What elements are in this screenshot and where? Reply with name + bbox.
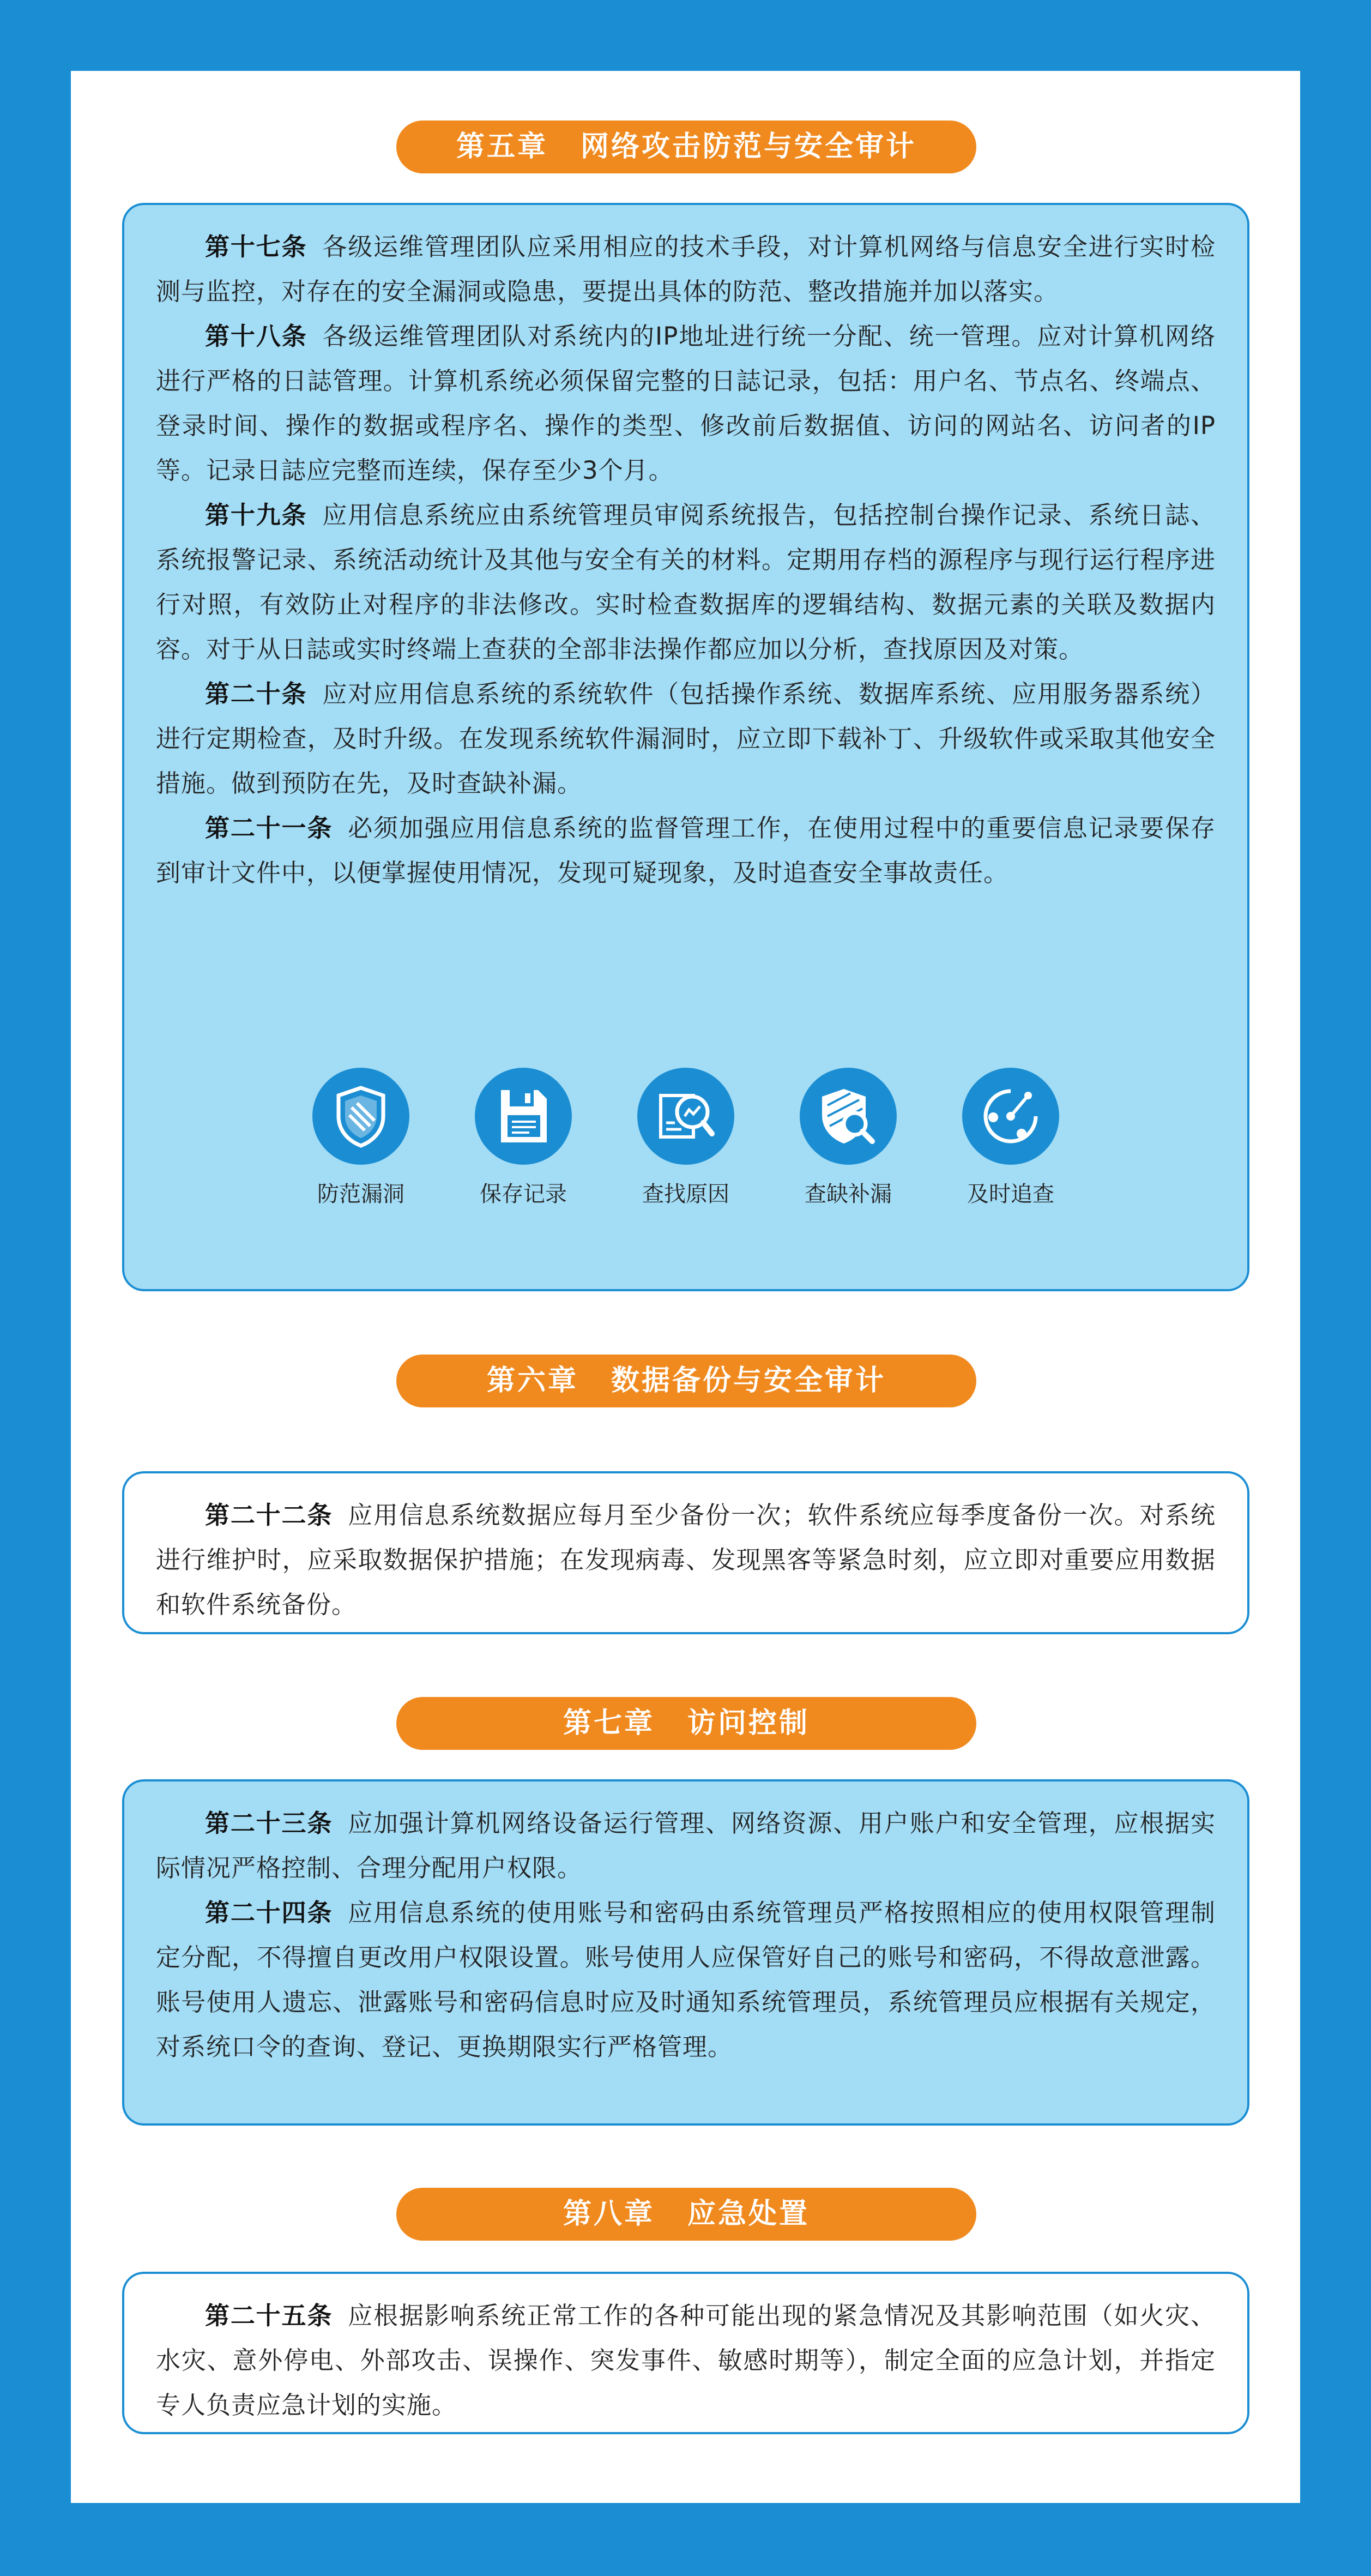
chapter-number: 第五章	[456, 130, 548, 163]
article-text: 各级运维管理团队应采用相应的技术手段，对计算机网络与信息安全进行实时检测与监控，对存在的安全漏洞或隐患，要提出具体的防范、整改措施并加以落实。	[156, 232, 1216, 306]
chapter-title: 访问控制	[687, 1707, 810, 1740]
article-text: 各级运维管理团队对系统内的IP地址进行统一分配、统一管理。应对计算机网络进行严格的日誌管理。计算机系统必须保留完整的日誌记录，包括：用户名、节点名、终端点、登录时间、操作的数据或程序名、操作的类型、修改前后数据值、访问的网站名、访问者的IP等。记录日誌应完整而连续，保存至少3个月。	[156, 322, 1216, 485]
article-label: 第二十五条	[205, 2301, 333, 2330]
floppy-disk-icon	[475, 1068, 572, 1165]
article-text: 应用信息系统应由系统管理员审阅系统报告，包括控制台操作记录、系统日誌、系统报警记录、系统活动统计及其他与安全有关的材料。定期用存档的源程序与现行运行程序进行对照，有效防止对程序的非法修改。实时检查数据库的逻辑结构、数据元素的关联及数据内容。对于从日誌或实时终端上查获的全部非法操作都应加以分析，查找原因及对策。	[156, 501, 1216, 664]
chapter-number: 第七章	[563, 1707, 655, 1740]
chapter-title: 应急处置	[687, 2198, 810, 2230]
chapter-7-heading	[396, 1697, 976, 1750]
article-label: 第十九条	[205, 501, 307, 529]
article-label: 第二十四条	[205, 1898, 333, 1927]
article-text: 应用信息系统数据应每月至少备份一次；软件系统应每季度备份一次。对系统进行维护时，应采取数据保护措施；在发现病毒、发现黑客等紧急时刻，应立即对重要应用数据和软件系统备份。	[156, 1501, 1216, 1619]
chapter-5-heading	[396, 121, 976, 173]
article-label: 第二十三条	[205, 1809, 333, 1838]
feature-label: 保存记录	[480, 1182, 567, 1207]
feature-label: 查找原因	[642, 1182, 729, 1207]
feature-icons-row	[124, 1068, 1247, 1208]
article-label: 第二十二条	[205, 1501, 333, 1530]
article-text: 应加强计算机网络设备运行管理、网络资源、用户账户和安全管理，应根据实际情况严格控制、合理分配用户权限。	[156, 1809, 1216, 1882]
article-label: 第二十条	[205, 679, 307, 708]
chapter-number: 第六章	[486, 1364, 578, 1397]
article-text: 应用信息系统的使用账号和密码由系统管理员严格按照相应的使用权限管理制定分配，不得擅自更改用户权限设置。账号使用人应保管好自己的账号和密码，不得故意泄露。账号使用人遗忘、泄露账号和密码信息时应及时通知系统管理员，系统管理员应根据有关规定，对系统口令的查询、登记、更换期限实行严格管理。	[156, 1898, 1216, 2061]
chapter-7-panel	[122, 1779, 1249, 2126]
shield-search-icon	[800, 1068, 897, 1165]
chapter-title: 网络攻击防范与安全审计	[581, 130, 917, 163]
article-25	[156, 2294, 1216, 2428]
chapter-5-panel	[122, 203, 1249, 1291]
article-24	[156, 1891, 1216, 2069]
article-21	[156, 806, 1216, 895]
article-23	[156, 1801, 1216, 1891]
article-text: 应对应用信息系统的系统软件（包括操作系统、数据库系统、应用服务器系统）进行定期检查，及时升级。在发现系统软件漏洞时，应立即下载补丁、升级软件或采取其他安全措施。做到预防在先，及时查缺补漏。	[156, 679, 1216, 798]
article-22	[156, 1493, 1216, 1627]
chapter-title: 数据备份与安全审计	[611, 1364, 886, 1397]
feature-item	[312, 1068, 409, 1208]
article-19	[156, 493, 1216, 672]
feature-item	[800, 1068, 897, 1208]
feature-item	[637, 1068, 734, 1208]
radar-icon	[962, 1068, 1059, 1165]
chapter-6-heading	[396, 1355, 976, 1407]
article-label: 第二十一条	[205, 814, 333, 842]
feature-item	[962, 1068, 1059, 1208]
magnifier-chart-icon	[637, 1068, 734, 1165]
feature-item	[475, 1068, 572, 1208]
feature-label: 防范漏洞	[317, 1182, 404, 1207]
chapter-number: 第八章	[563, 2198, 655, 2230]
article-17	[156, 225, 1216, 314]
chapter-8-heading	[396, 2188, 976, 2241]
chapter-6-panel	[122, 1471, 1249, 1634]
feature-label: 及时追查	[967, 1182, 1054, 1207]
article-20	[156, 672, 1216, 806]
article-18	[156, 314, 1216, 493]
shield-icon	[312, 1068, 409, 1165]
article-label: 第十七条	[205, 232, 307, 261]
document-page	[71, 71, 1300, 2503]
feature-label: 查缺补漏	[805, 1182, 892, 1207]
article-text: 应根据影响系统正常工作的各种可能出现的紧急情况及其影响范围（如火灾、水灾、意外停电、外部攻击、误操作、突发事件、敏感时期等），制定全面的应急计划，并指定专人负责应急计划的实施。	[156, 2301, 1216, 2419]
article-text: 必须加强应用信息系统的监督管理工作，在使用过程中的重要信息记录要保存到审计文件中，以便掌握使用情况，发现可疑现象，及时追查安全事故责任。	[156, 814, 1216, 887]
article-label: 第十八条	[205, 322, 307, 351]
chapter-8-panel	[122, 2272, 1249, 2434]
